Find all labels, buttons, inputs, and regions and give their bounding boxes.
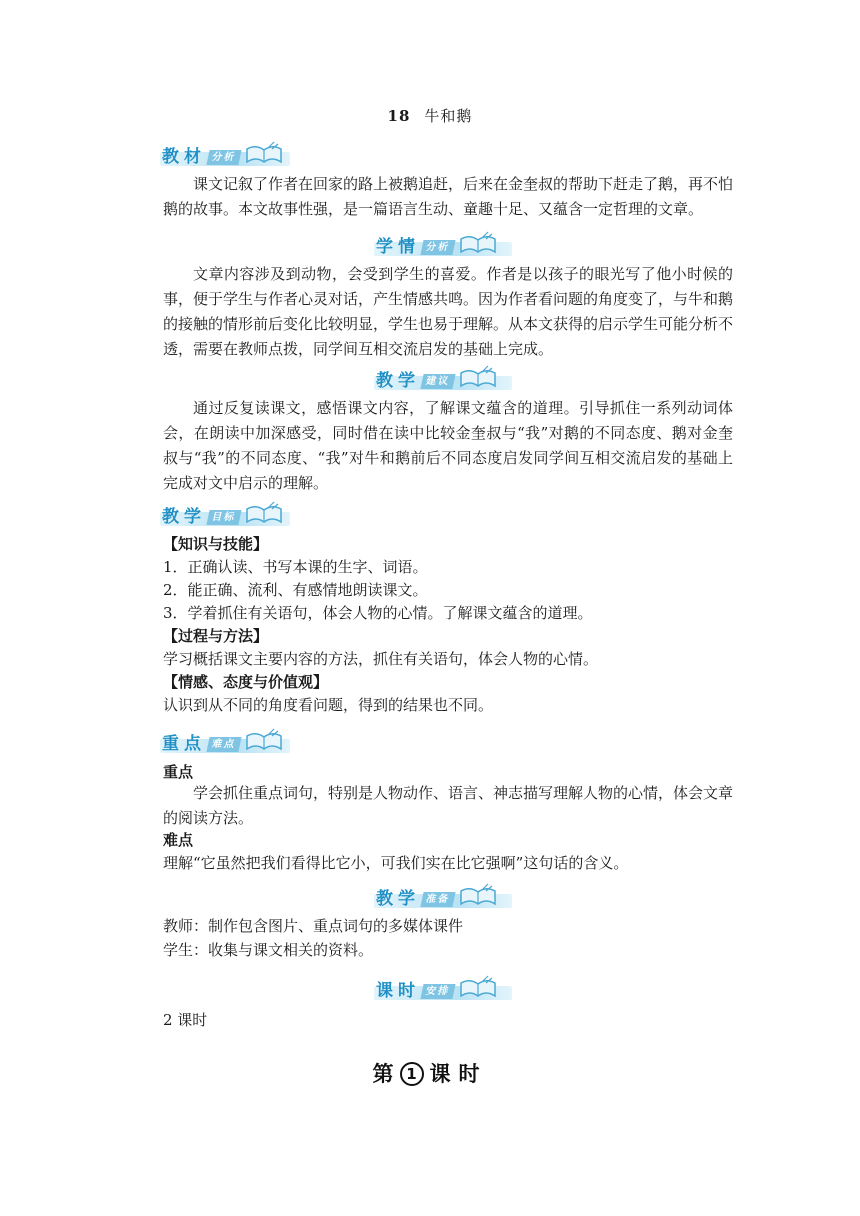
lesson-period-heading — [0, 1058, 860, 1088]
key-label: 重点 — [163, 763, 194, 781]
materials-analysis-text: 课文记叙了作者在回家的路上被鹅追赶，后来在金奎叔的帮助下赶走了鹅，再不怕鹅的故事。本文故事性强，是一篇语言生动、童趣十足、又蕴含一定哲理的文章。 — [163, 175, 734, 218]
banner-sub-label: 建议 — [420, 374, 455, 389]
banner-sub-label: 难点 — [206, 737, 241, 752]
student-analysis-banner — [374, 228, 498, 258]
banner-sub-label: 分析 — [206, 150, 241, 165]
goal-item: 3．学着抓住有关语句，体会人物的心情。了解课文蕴含的道理。 — [163, 604, 593, 622]
open-book-icon — [244, 727, 284, 755]
banner-main-label: 重点 — [162, 734, 206, 754]
teaching-suggestions-text: 通过反复读课文，感悟课文内容，了解课文蕴含的道理。引导抓住一系列动词体会，在朗读中加深感受，同时借在读中比较金奎叔与“我”对鹅的不同态度、鹅对金奎叔与“我”的不同态度、“我”对牛和鹅前后不同态度启发同学间互相交流启发的基础上完成对文中启示的理解。 — [163, 399, 733, 492]
process-heading: 【过程与方法】 — [163, 627, 269, 645]
key-points-banner — [160, 725, 284, 755]
banner-main-label: 教学 — [162, 507, 206, 527]
lesson-prefix: 第 — [372, 1062, 402, 1086]
difficult-text: 理解“它虽然把我们看得比它小，可我们实在比它强啊”这句话的含义。 — [163, 854, 629, 872]
banner-main-label: 教学 — [376, 371, 420, 391]
teaching-suggestions-banner — [374, 362, 498, 392]
banner-sub-label: 安排 — [420, 984, 455, 999]
open-book-icon — [458, 882, 498, 910]
teacher-preparation: 教师：制作包含图片、重点词句的多媒体课件 — [163, 917, 464, 935]
banner-sub-label: 分析 — [420, 240, 455, 255]
open-book-icon — [458, 364, 498, 392]
schedule-text: 2 课时 — [163, 1011, 208, 1029]
open-book-icon — [244, 140, 284, 168]
student-preparation: 学生：收集与课文相关的资料。 — [163, 941, 374, 959]
emotion-heading: 【情感、态度与价值观】 — [163, 673, 329, 691]
schedule-banner — [374, 972, 498, 1002]
banner-main-label: 学情 — [376, 237, 420, 257]
banner-main-label: 课时 — [376, 981, 420, 1001]
lesson-number: 18 — [387, 107, 411, 125]
student-analysis-text: 文章内容涉及到动物，会受到学生的喜爱。作者是以孩子的眼光写了他小时候的事，便于学生与作者心灵对话，产生情感共鸣。因为作者看问题的角度变了，与牛和鹅的接触的情形前后变化比较明显，学生也易于理解。从本文获得的启示学生可能分析不透，需要在教师点拨，同学间互相交流启发的基础上完成。 — [163, 265, 734, 358]
difficult-label: 难点 — [163, 831, 194, 849]
process-text: 学习概括课文主要内容的方法，抓住有关语句，体会人物的心情。 — [163, 650, 599, 668]
banner-main-label: 教学 — [376, 889, 420, 909]
banner-main-label: 教材 — [162, 147, 206, 167]
banner-sub-label: 准备 — [420, 892, 455, 907]
teaching-preparation-banner — [374, 880, 498, 910]
open-book-icon — [244, 500, 284, 528]
lesson-suffix: 课时 — [429, 1062, 488, 1086]
goal-item: 2．能正确、流利、有感情地朗读课文。 — [163, 581, 428, 599]
teaching-goals-banner — [160, 498, 284, 528]
banner-sub-label: 目标 — [206, 510, 241, 525]
lesson-name: 牛和鹅 — [424, 107, 473, 125]
open-book-icon — [458, 230, 498, 258]
lesson-period-number: 1 — [400, 1062, 424, 1086]
emotion-text: 认识到从不同的角度看问题，得到的结果也不同。 — [163, 696, 494, 714]
materials-analysis-banner — [160, 138, 284, 168]
goal-item: 1．正确认读、书写本课的生字、词语。 — [163, 558, 428, 576]
lesson-title — [0, 105, 860, 126]
knowledge-heading: 【知识与技能】 — [163, 535, 269, 553]
open-book-icon — [458, 974, 498, 1002]
key-text: 学会抓住重点词句，特别是人物动作、语言、神志描写理解人物的心情，体会文章的阅读方法。 — [163, 784, 734, 827]
